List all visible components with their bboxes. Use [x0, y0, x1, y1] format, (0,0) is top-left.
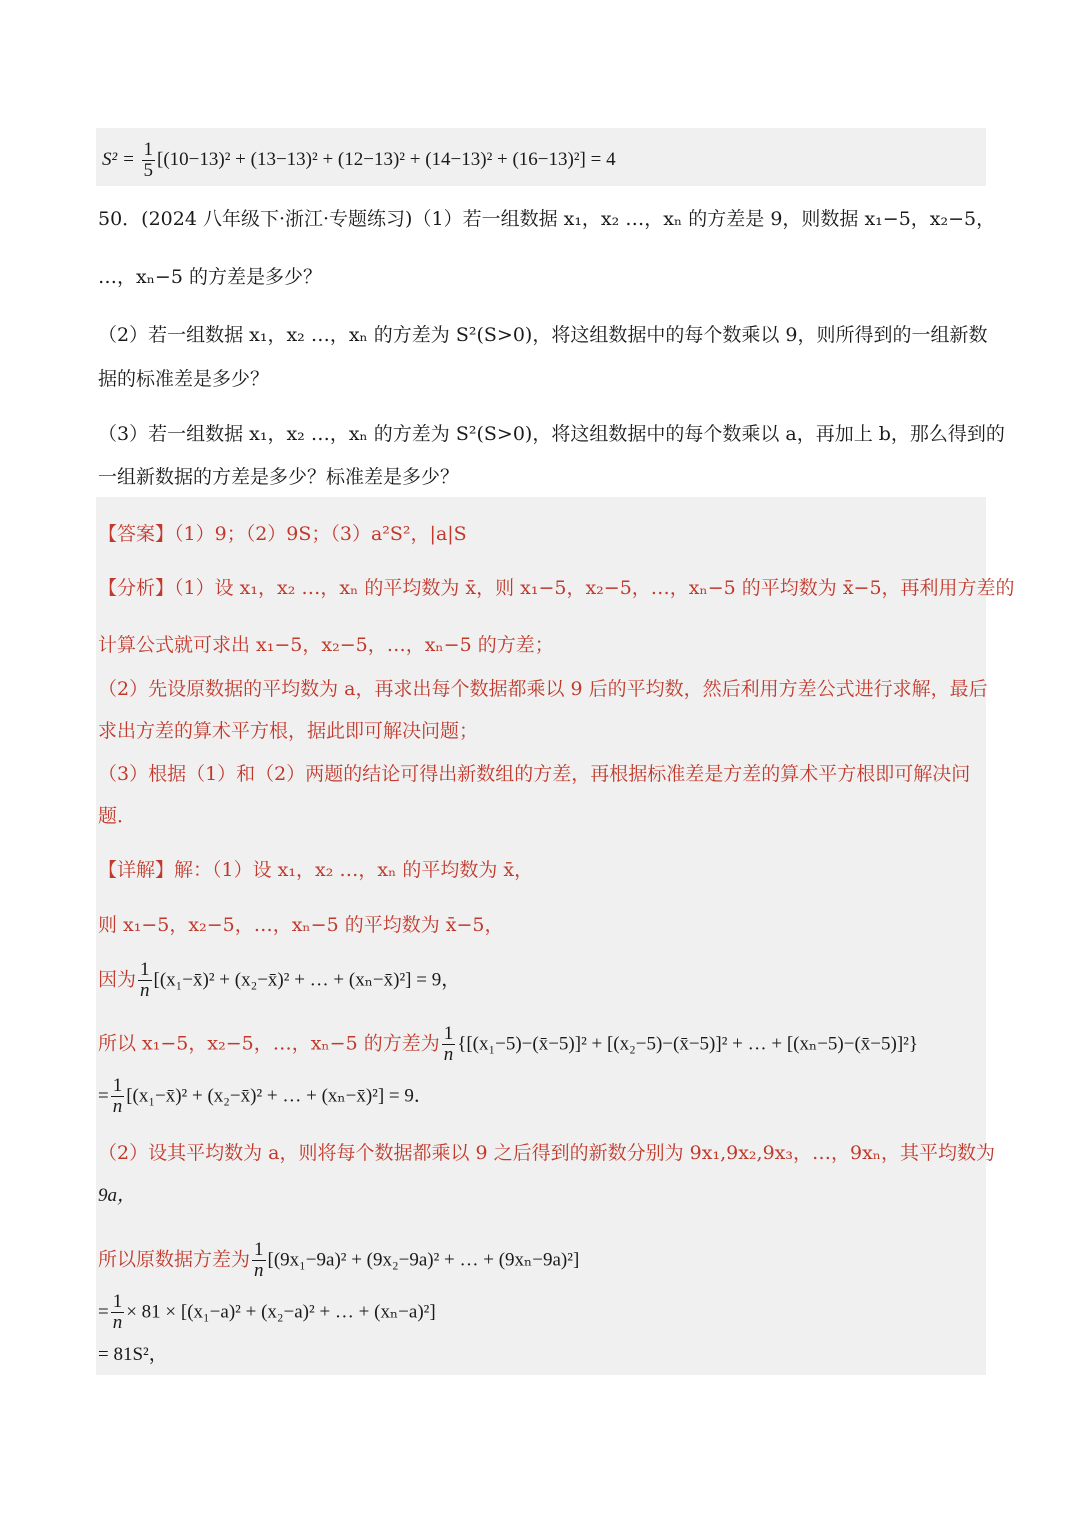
detail-fraction-5: $\frac{1}{n}$: [112, 1291, 123, 1333]
question-line-1: 50．(2024 八年级下·浙江·专题练习)（1）若一组数据 x₁，x₂ …，xₙ 的方差是 9，则数据 x₁−5，x₂−5，: [98, 208, 996, 230]
analysis-tag: 【分析】: [98, 577, 175, 599]
detail-line-4: 所以 x₁−5，x₂−5，…，xₙ−5 的方差为 $\frac{1}{n}$ {[(x₁−5)−(x̄−5)]² + [(x₂−5)−(x̄−5)]² + … + [(xₙ−5)−(x̄−5)]²}: [98, 1023, 918, 1065]
formula-body: [(10−13)² + (13−13)² + (12−13)² + (14−13)² + (16−13)²] = 4: [157, 148, 616, 170]
detail-line-7: 9a，: [98, 1185, 137, 1206]
detail-fraction-4: $\frac{1}{n}$: [254, 1239, 264, 1281]
detail-fraction-3: $\frac{1}{n}$: [112, 1075, 123, 1117]
question-line-3: （2）若一组数据 x₁，x₂ …，xₙ 的方差为 S²(S>0)，将这组数据中的每个数乘以 9，则所得到的一组新数: [98, 324, 988, 346]
detail-line-2: 则 x₁−5，x₂−5，…，xₙ−5 的平均数为 x̄−5，: [98, 914, 504, 936]
detail-line-5: = $\frac{1}{n}$ [(x₁−x̄)² + (x₂−x̄)² + … + (xₙ−x̄)²] = 9．: [98, 1075, 433, 1117]
detail-line-10: = 81S²，: [98, 1344, 168, 1365]
formula-fraction: $\frac{1}{5}$: [143, 139, 154, 181]
analysis-line-3: （2）先设原数据的平均数为 a，再求出每个数据都乘以 9 后的平均数，然后利用方差公式进行求解，最后: [98, 678, 988, 700]
analysis-line-2: 计算公式就可求出 x₁−5，x₂−5，…，xₙ−5 的方差；: [98, 634, 554, 656]
analysis-line-5: （3）根据（1）和（2）两题的结论可得出新数组的方差，再根据标准差是方差的算术平方根即可解决问: [98, 763, 971, 785]
answer-line: [98, 521, 467, 547]
detail-line-3: 因为 $\frac{1}{n}$ [(x₁−x̄)² + (x₂−x̄)² + … + (xₙ−x̄)²] = 9，: [98, 959, 461, 1001]
detail-line-8: 所以原数据方差为 $\frac{1}{n}$ [(9x₁−9a)² + (9x₂−9a)² + … + (9xₙ−9a)²]: [98, 1239, 580, 1281]
detail-line-6: （2）设其平均数为 a，则将每个数据都乘以 9 之后得到的新数分别为 9x₁,9x₂,9x₃，…，9xₙ，其平均数为: [98, 1142, 996, 1164]
answer-tag: 【答案】: [98, 523, 175, 545]
question-line-5: （3）若一组数据 x₁，x₂ …，xₙ 的方差为 S²(S>0)，将这组数据中的每个数乘以 a，再加上 b，那么得到的: [98, 423, 1005, 445]
analysis-line-6: 题．: [98, 805, 137, 827]
detail-tag: 【详解】: [98, 859, 175, 881]
detail-fraction-1: $\frac{1}{n}$: [140, 959, 150, 1001]
question-line-4: 据的标准差是多少？: [98, 368, 270, 390]
answer-text: （1）9；（2）9S；（3）a²S²，|a|S: [174, 523, 467, 545]
analysis-line-1: 【分析】（1）设 x₁，x₂ …，xₙ 的平均数为 x̄，则 x₁−5，x₂−5，…，xₙ−5 的平均数为 x̄−5，再利用方差的: [98, 577, 1015, 599]
question-line-6: 一组新数据的方差是多少？标准差是多少？: [98, 466, 460, 488]
variance-formula: [102, 140, 616, 181]
analysis-line-4: 求出方差的算术平方根，据此即可解决问题；: [98, 720, 479, 742]
detail-fraction-2: $\frac{1}{n}$: [443, 1023, 454, 1065]
formula-lhs: S² =: [102, 148, 140, 170]
detail-line-9: = $\frac{1}{n}$ × 81 × [(x₁−a)² + (x₂−a)² + … + (xₙ−a)²]: [98, 1291, 436, 1333]
question-line-2: …，xₙ−5 的方差是多少？: [98, 266, 322, 288]
detail-line-1: 【详解】解：（1）设 x₁，x₂ …，xₙ 的平均数为 x̄，: [98, 859, 534, 881]
